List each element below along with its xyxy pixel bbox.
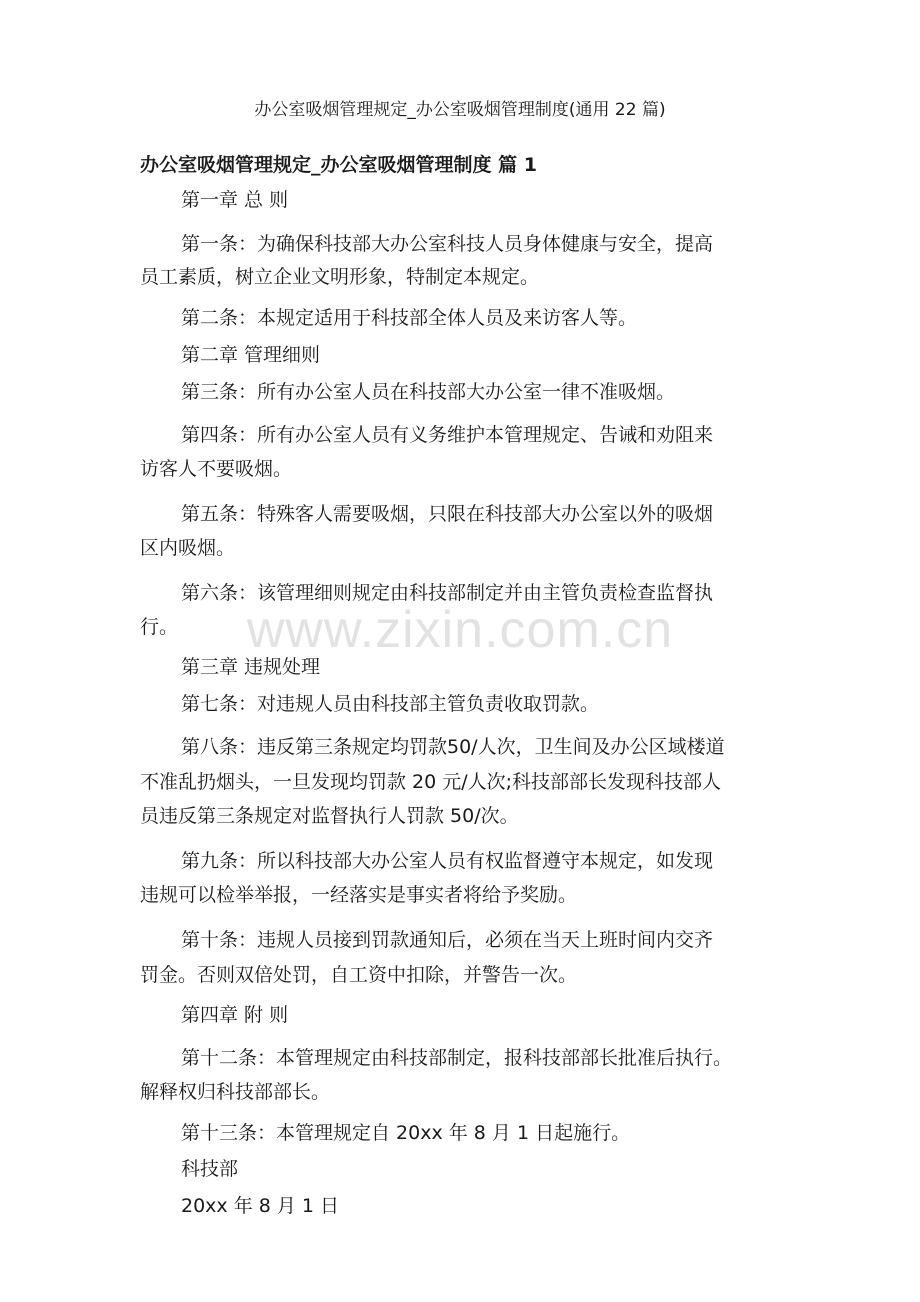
document-title: 办公室吸烟管理规定_办公室吸烟管理制度(通用 22 篇): [254, 100, 666, 120]
article-9: 第九条：所以科技部大办公室人员有权监督遵守本规定，如发现: [181, 850, 714, 872]
chapter-heading-2: 第二章 管理细则: [181, 344, 321, 366]
article-8-cont-2: 员违反第三条规定对监督执行人罚款 50/次。: [140, 805, 519, 827]
article-12: 第十二条：本管理规定由科技部制定，报科技部部长批准后执行。: [181, 1047, 733, 1069]
section-heading: 办公室吸烟管理规定_办公室吸烟管理制度 篇 1: [140, 154, 537, 176]
watermark: www.zixin.com.cn: [246, 601, 674, 659]
article-2: 第二条：本规定适用于科技部全体人员及来访客人等。: [181, 307, 638, 329]
article-13: 第十三条：本管理规定自 20xx 年 8 月 1 日起施行。: [181, 1122, 631, 1144]
article-1: 第一条：为确保科技部大办公室科技人员身体健康与安全，提高: [181, 233, 714, 255]
chapter-heading-4: 第四章 附 则: [181, 1004, 289, 1026]
article-9-cont: 违规可以检举举报，一经落实是事实者将给予奖励。: [140, 884, 578, 906]
article-4: 第四条：所有办公室人员有义务维护本管理规定、告诫和劝阻来: [181, 424, 714, 446]
chapter-heading-1: 第一章 总 则: [181, 189, 289, 211]
article-3: 第三条：所有办公室人员在科技部大办公室一律不准吸烟。: [181, 381, 676, 403]
article-8: 第八条：违反第三条规定均罚款50/人次，卫生间及办公区域楼道: [181, 736, 725, 758]
signature-department: 科技部: [181, 1158, 239, 1180]
article-10-cont: 罚金。否则双倍处罚，自工资中扣除，并警告一次。: [140, 964, 578, 986]
signature-date: 20xx 年 8 月 1 日: [181, 1195, 340, 1217]
article-10: 第十条：违规人员接到罚款通知后，必须在当天上班时间内交齐: [181, 929, 714, 951]
chapter-heading-3: 第三章 违规处理: [181, 656, 321, 678]
article-6-cont: 行。: [140, 616, 179, 638]
article-6: 第六条：该管理细则规定由科技部制定并由主管负责检查监督执: [181, 582, 714, 604]
article-7: 第七条：对违规人员由科技部主管负责收取罚款。: [181, 693, 600, 715]
article-12-cont: 解释权归科技部部长。: [140, 1081, 331, 1103]
article-5-cont: 区内吸烟。: [140, 537, 236, 559]
article-5: 第五条：特殊客人需要吸烟，只限在科技部大办公室以外的吸烟: [181, 503, 714, 525]
article-8-cont-1: 不准乱扔烟头，一旦发现均罚款 20 元/人次;科技部部长发现科技部人: [140, 771, 722, 793]
article-1-cont: 员工素质，树立企业文明形象，特制定本规定。: [140, 266, 540, 288]
article-4-cont: 访客人不要吸烟。: [140, 458, 293, 480]
